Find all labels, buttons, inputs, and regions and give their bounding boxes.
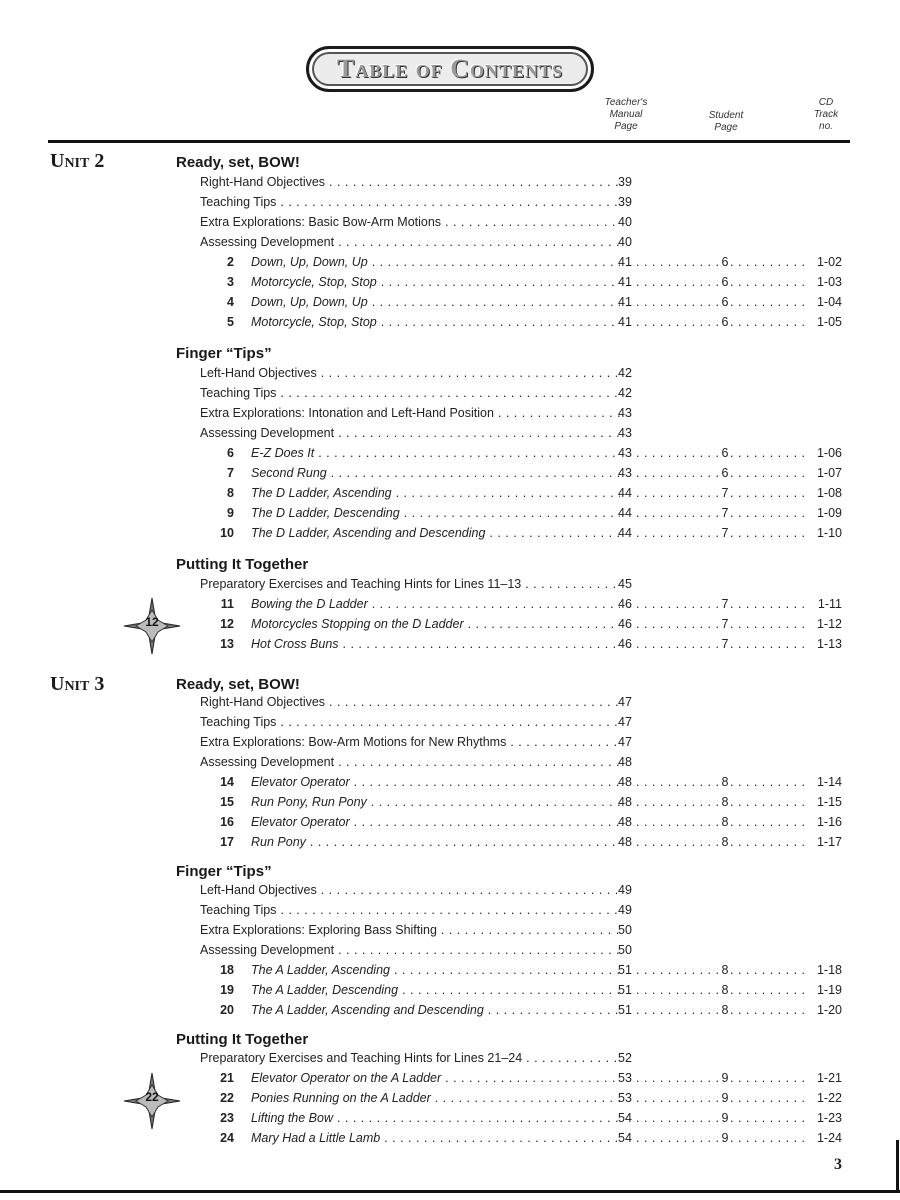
cd-track: 1-19 (816, 983, 842, 997)
song-title: Motorcycles Stopping on the D Ladder . . . (251, 617, 620, 631)
dot-leader (730, 835, 810, 849)
teacher-page: 53 (618, 1091, 632, 1105)
teacher-page: 44 (618, 486, 632, 500)
dot-leader (636, 617, 720, 631)
dot-leader (730, 963, 810, 977)
col-header-line: Page (714, 122, 738, 133)
dot-leader (636, 506, 720, 520)
cd-track: 1-02 (816, 255, 842, 269)
col-header-student (696, 110, 756, 134)
cd-track: 1-05 (816, 315, 842, 329)
teacher-page: 54 (618, 1111, 632, 1125)
teacher-page: 47 (618, 695, 632, 709)
line-number: 4 (227, 295, 234, 309)
section-heading: Putting It Together (176, 1031, 309, 1048)
dot-leader (636, 275, 720, 289)
song-title: Second Rung . . . (251, 466, 620, 480)
dot-leader (636, 1111, 720, 1125)
teacher-page: 42 (618, 366, 632, 380)
teacher-page: 51 (618, 1003, 632, 1017)
unit-label: Unit 2 (50, 150, 105, 172)
student-page: 6 (721, 446, 729, 460)
song-title: Run Pony . . . (251, 835, 620, 849)
cd-track: 1-16 (816, 815, 842, 829)
page-frame-right (896, 1140, 899, 1193)
cd-track: 1-22 (816, 1091, 842, 1105)
dot-leader (730, 1091, 810, 1105)
line-number: 14 (220, 775, 234, 789)
student-page: 7 (721, 506, 729, 520)
dot-leader (636, 255, 720, 269)
teacher-page: 49 (618, 883, 632, 897)
teacher-page: 41 (618, 275, 632, 289)
student-page: 9 (721, 1111, 729, 1125)
compass-number: 22 (145, 1090, 159, 1104)
col-header-line: Teacher's (604, 97, 648, 108)
line-number: 18 (220, 963, 234, 977)
dot-leader (730, 275, 810, 289)
section-heading: Putting It Together (176, 556, 309, 573)
song-title: Down, Up, Down, Up . . . (251, 295, 620, 309)
line-number: 22 (220, 1091, 234, 1105)
dot-leader (730, 617, 810, 631)
compass-badge (122, 1071, 182, 1131)
dot-leader (730, 466, 810, 480)
song-title: Motorcycle, Stop, Stop . . . (251, 315, 620, 329)
compass-badge (122, 596, 182, 656)
teacher-page: 51 (618, 983, 632, 997)
song-title: Mary Had a Little Lamb . . . (251, 1131, 620, 1145)
dot-leader (730, 983, 810, 997)
entry-title: Assessing Development . . . (200, 943, 620, 957)
col-header-line: Manual (609, 109, 643, 120)
student-page: 8 (721, 1003, 729, 1017)
cd-track: 1-12 (816, 617, 842, 631)
cd-track: 1-14 (816, 775, 842, 789)
dot-leader (730, 795, 810, 809)
entry-title: Left-Hand Objectives . . . (200, 883, 620, 897)
entry-title: Teaching Tips . . . (200, 715, 620, 729)
entry-title: Right-Hand Objectives . . . (200, 695, 620, 709)
song-title: The D Ladder, Ascending . . . (251, 486, 620, 500)
dot-leader (730, 446, 810, 460)
entry-title: Preparatory Exercises and Teaching Hints for Lines 21–24 . . . (200, 1051, 620, 1065)
teacher-page: 47 (618, 715, 632, 729)
entry-title: Extra Explorations: Intonation and Left-Hand Position . . . (200, 406, 620, 420)
line-number: 24 (220, 1131, 234, 1145)
cd-track: 1-13 (816, 637, 842, 651)
student-page: 6 (721, 466, 729, 480)
col-header-line: no. (819, 121, 833, 132)
line-number: 6 (227, 446, 234, 460)
student-page: 9 (721, 1071, 729, 1085)
teacher-page: 43 (618, 406, 632, 420)
col-header-teacher (596, 97, 656, 133)
line-number: 12 (220, 617, 234, 631)
teacher-page: 41 (618, 295, 632, 309)
line-number: 11 (220, 597, 234, 611)
dot-leader (730, 506, 810, 520)
entry-title: Extra Explorations: Exploring Bass Shifting . . . (200, 923, 620, 937)
dot-leader (636, 637, 720, 651)
teacher-page: 43 (618, 466, 632, 480)
student-page: 8 (721, 795, 729, 809)
teacher-page: 53 (618, 1071, 632, 1085)
page-title: Table of Contents (306, 46, 594, 92)
dot-leader (636, 963, 720, 977)
teacher-page: 43 (618, 446, 632, 460)
dot-leader (636, 815, 720, 829)
song-title: Motorcycle, Stop, Stop . . . (251, 275, 620, 289)
teacher-page: 43 (618, 426, 632, 440)
dot-leader (636, 1003, 720, 1017)
song-title: The D Ladder, Descending . . . (251, 506, 620, 520)
dot-leader (730, 1131, 810, 1145)
cd-track: 1-24 (816, 1131, 842, 1145)
section-heading: Ready, set, BOW! (176, 676, 300, 693)
dot-leader (636, 597, 720, 611)
teacher-page: 48 (618, 755, 632, 769)
line-number: 20 (220, 1003, 234, 1017)
cd-track: 1-09 (816, 506, 842, 520)
teacher-page: 41 (618, 255, 632, 269)
teacher-page: 49 (618, 903, 632, 917)
line-number: 23 (220, 1111, 234, 1125)
dot-leader (730, 815, 810, 829)
song-title: Elevator Operator . . . (251, 815, 620, 829)
entry-title: Teaching Tips . . . (200, 195, 620, 209)
entry-title: Teaching Tips . . . (200, 386, 620, 400)
student-page: 9 (721, 1131, 729, 1145)
song-title: The D Ladder, Ascending and Descending . . . (251, 526, 620, 540)
entry-title: Extra Explorations: Basic Bow-Arm Motions . . . (200, 215, 620, 229)
dot-leader (636, 526, 720, 540)
title-banner (0, 46, 900, 92)
col-header-cd (796, 97, 856, 133)
teacher-page: 48 (618, 835, 632, 849)
section-heading: Finger “Tips” (176, 345, 272, 362)
song-title: The A Ladder, Ascending and Descending . . . (251, 1003, 620, 1017)
entry-title: Assessing Development . . . (200, 755, 620, 769)
student-page: 6 (721, 315, 729, 329)
cd-track: 1-06 (816, 446, 842, 460)
section-heading: Finger “Tips” (176, 863, 272, 880)
cd-track: 1-07 (816, 466, 842, 480)
dot-leader (730, 597, 810, 611)
line-number: 8 (227, 486, 234, 500)
cd-track: 1-04 (816, 295, 842, 309)
dot-leader (636, 835, 720, 849)
song-title: Down, Up, Down, Up . . . (251, 255, 620, 269)
dot-leader (636, 795, 720, 809)
entry-title: Assessing Development . . . (200, 426, 620, 440)
student-page: 8 (721, 835, 729, 849)
col-header-line: Track (813, 109, 839, 120)
entry-title: Assessing Development . . . (200, 235, 620, 249)
col-header-line: CD (818, 97, 834, 108)
section-heading: Ready, set, BOW! (176, 154, 300, 171)
col-header-line: Page (614, 121, 638, 132)
dot-leader (636, 295, 720, 309)
teacher-page: 40 (618, 235, 632, 249)
cd-track: 1-23 (816, 1111, 842, 1125)
teacher-page: 46 (618, 637, 632, 651)
teacher-page: 50 (618, 923, 632, 937)
song-title: Bowing the D Ladder . . . (251, 597, 620, 611)
dot-leader (730, 295, 810, 309)
dot-leader (636, 1071, 720, 1085)
song-title: Lifting the Bow . . . (251, 1111, 620, 1125)
dot-leader (636, 983, 720, 997)
teacher-page: 45 (618, 577, 632, 591)
dot-leader (636, 486, 720, 500)
student-page: 7 (721, 597, 729, 611)
dot-leader (730, 526, 810, 540)
teacher-page: 48 (618, 795, 632, 809)
teacher-page: 46 (618, 597, 632, 611)
line-number: 15 (220, 795, 234, 809)
teacher-page: 54 (618, 1131, 632, 1145)
line-number: 16 (220, 815, 234, 829)
line-number: 21 (220, 1071, 234, 1085)
student-page: 8 (721, 815, 729, 829)
entry-title: Right-Hand Objectives . . . (200, 175, 620, 189)
page-frame-bottom (0, 1190, 900, 1193)
teacher-page: 48 (618, 815, 632, 829)
student-page: 8 (721, 963, 729, 977)
line-number: 2 (227, 255, 234, 269)
line-number: 5 (227, 315, 234, 329)
song-title: The A Ladder, Ascending . . . (251, 963, 620, 977)
cd-track: 1-15 (816, 795, 842, 809)
line-number: 3 (227, 275, 234, 289)
song-title: Run Pony, Run Pony . . . (251, 795, 620, 809)
song-title: Elevator Operator on the A Ladder . . . (251, 1071, 620, 1085)
cd-track: 1-20 (816, 1003, 842, 1017)
cd-track: 1-18 (816, 963, 842, 977)
student-page: 8 (721, 775, 729, 789)
cd-track: 1-11 (817, 597, 842, 611)
dot-leader (730, 255, 810, 269)
student-page: 8 (721, 983, 729, 997)
student-page: 9 (721, 1091, 729, 1105)
teacher-page: 44 (618, 506, 632, 520)
cd-track: 1-08 (816, 486, 842, 500)
dot-leader (730, 1071, 810, 1085)
student-page: 7 (721, 526, 729, 540)
cd-track: 1-03 (816, 275, 842, 289)
student-page: 7 (721, 617, 729, 631)
line-number: 10 (220, 526, 234, 540)
dot-leader (636, 775, 720, 789)
song-title: E-Z Does It . . . (251, 446, 620, 460)
line-number: 19 (220, 983, 234, 997)
teacher-page: 51 (618, 963, 632, 977)
teacher-page: 39 (618, 175, 632, 189)
teacher-page: 44 (618, 526, 632, 540)
dot-leader (730, 637, 810, 651)
dot-leader (730, 775, 810, 789)
entry-title: Left-Hand Objectives . . . (200, 366, 620, 380)
teacher-page: 48 (618, 775, 632, 789)
page-number: 3 (834, 1156, 842, 1173)
col-header-line: Student (708, 110, 744, 121)
teacher-page: 39 (618, 195, 632, 209)
teacher-page: 41 (618, 315, 632, 329)
teacher-page: 52 (618, 1051, 632, 1065)
dot-leader (636, 1131, 720, 1145)
line-number: 17 (220, 835, 234, 849)
teacher-page: 46 (618, 617, 632, 631)
compass-number: 12 (145, 615, 159, 629)
student-page: 7 (721, 637, 729, 651)
song-title: The A Ladder, Descending . . . (251, 983, 620, 997)
student-page: 6 (721, 295, 729, 309)
teacher-page: 50 (618, 943, 632, 957)
song-title: Elevator Operator . . . (251, 775, 620, 789)
student-page: 6 (721, 255, 729, 269)
dot-leader (636, 315, 720, 329)
line-number: 13 (220, 637, 234, 651)
cd-track: 1-21 (816, 1071, 842, 1085)
song-title: Hot Cross Buns . . . (251, 637, 620, 651)
line-number: 9 (227, 506, 234, 520)
student-page: 6 (721, 275, 729, 289)
entry-title: Extra Explorations: Bow-Arm Motions for New Rhythms . . . (200, 735, 620, 749)
student-page: 7 (721, 486, 729, 500)
cd-track: 1-17 (816, 835, 842, 849)
dot-leader (730, 486, 810, 500)
entry-title: Preparatory Exercises and Teaching Hints for Lines 11–13 . . . (200, 577, 620, 591)
header-rule (48, 140, 850, 143)
dot-leader (636, 1091, 720, 1105)
dot-leader (730, 315, 810, 329)
teacher-page: 47 (618, 735, 632, 749)
entry-title: Teaching Tips . . . (200, 903, 620, 917)
teacher-page: 40 (618, 215, 632, 229)
unit-label: Unit 3 (50, 673, 105, 695)
line-number: 7 (227, 466, 234, 480)
dot-leader (636, 446, 720, 460)
teacher-page: 42 (618, 386, 632, 400)
dot-leader (636, 466, 720, 480)
cd-track: 1-10 (816, 526, 842, 540)
dot-leader (730, 1111, 810, 1125)
dot-leader (730, 1003, 810, 1017)
song-title: Ponies Running on the A Ladder . . . (251, 1091, 620, 1105)
